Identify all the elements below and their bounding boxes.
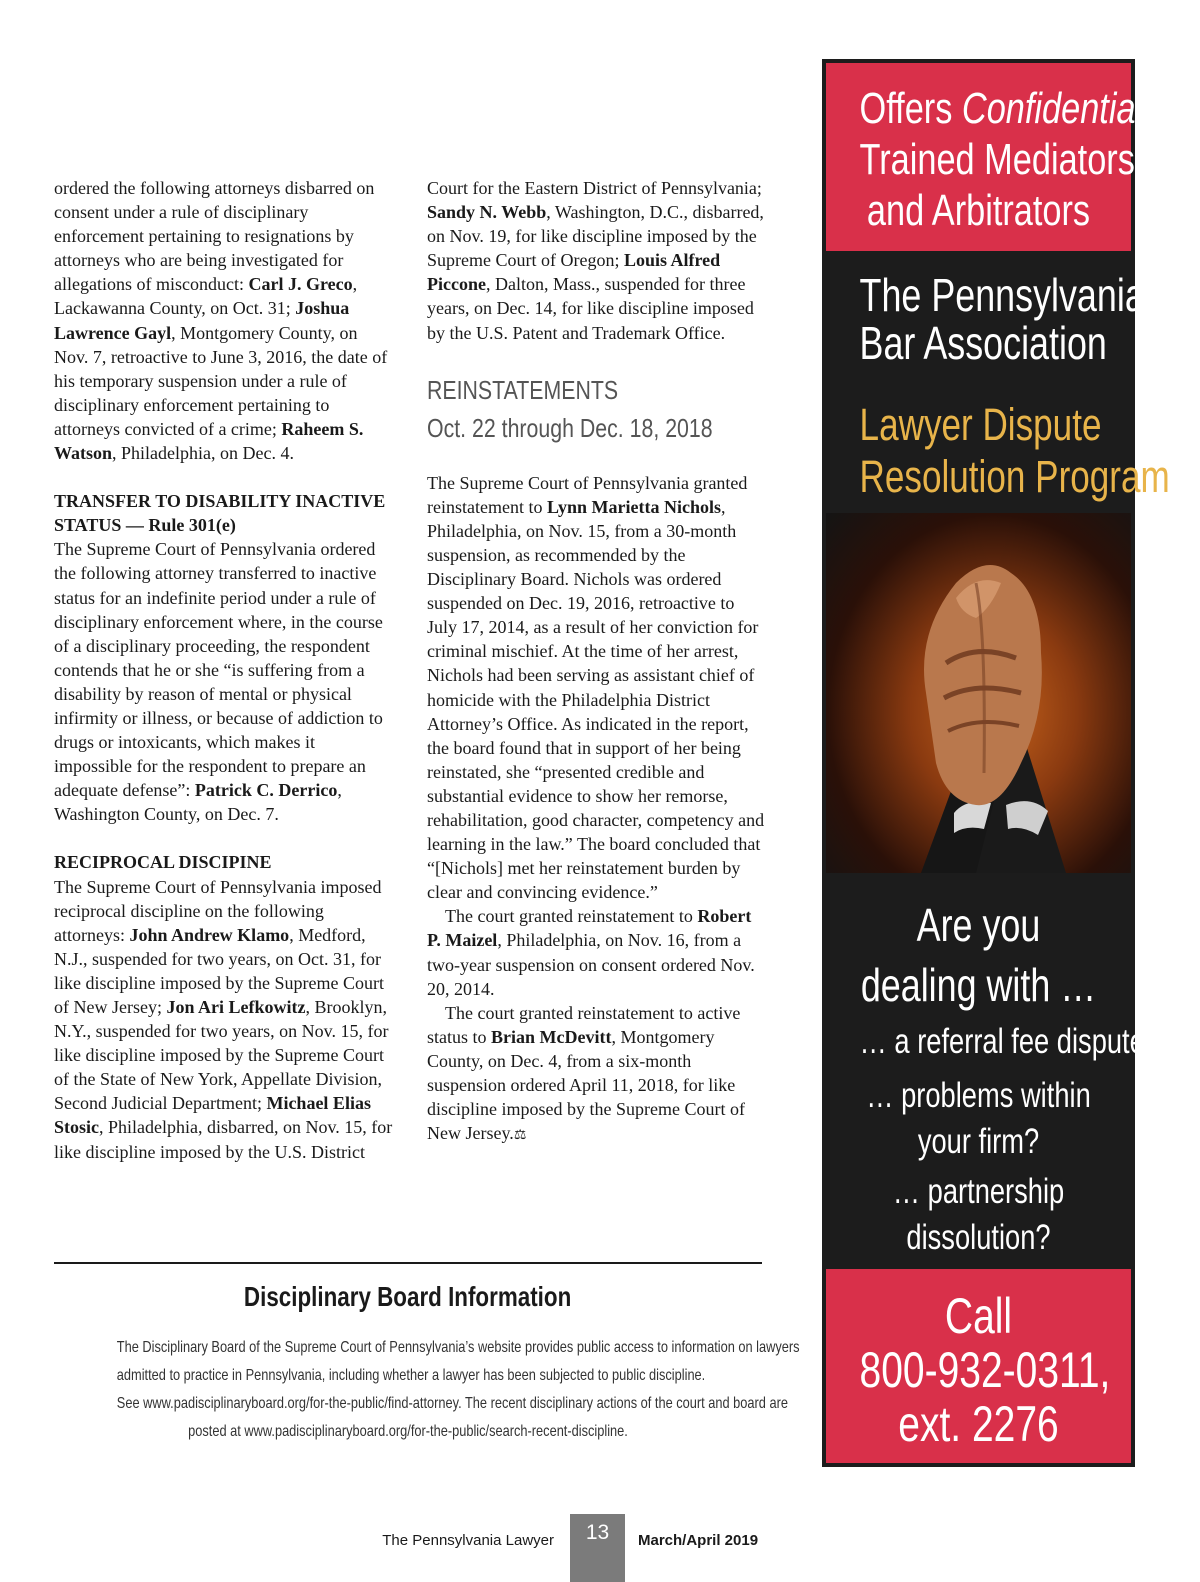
paragraph-reciprocal-continued: Court for the Eastern District of Pennsylvania; Sandy N. Webb, Washington, D.C., disbarred, on Nov. 19, for like discipline imposed by the Supreme Court of Oregon; Louis Alfred Piccone, Dalton, Mass., suspended for three years, on Dec. 14, for like discipline imposed by the U.S. Patent and Trademark Office. [427,178,764,343]
footer-issue-date: March/April 2019 [638,1532,759,1549]
end-of-article-icon: ⚖ [513,1128,527,1144]
advertisement [822,59,1170,1467]
heading-reinstatement-dates: Oct. 22 through Dec. 18, 2018 [427,412,713,443]
board-info-line: The Disciplinary Board of the Supreme Court of Pennsylvania’s website provides public access to information on lawyers [116,1339,800,1356]
attorney-name: Louis Alfred Piccone [427,250,721,295]
heading-reinstatements: REINSTATEMENTS [427,374,619,405]
board-info-divider [54,1262,762,1264]
attorney-name: Lynn Marietta Nichols [546,496,721,517]
attorney-name: Joshua Lawrence Gayl [54,298,350,343]
article-column-2 [427,176,767,1148]
clasped-hands-icon [826,513,1131,873]
ad-top-banner [826,63,1153,251]
attorney-name: Jon Ari Lefkowitz [166,997,306,1017]
footer-publication: The Pennsylvania Lawyer [382,1532,554,1549]
ad-program-name: Lawyer Dispute Resolution Program [859,399,1170,502]
attorney-name: Brian McDevitt [491,1026,612,1047]
board-info-line: See www.padisciplinaryboard.org/for-the-public/find-attorney. The recent disciplinary actions of the court and board are [116,1395,788,1412]
ad-call-banner [826,1269,1131,1463]
paragraph-transfer-disability: The Supreme Court of Pennsylvania ordered the following attorney transferred to inactive status for an indefinite period under a rule of disciplinary enforcement where, in the course of a disciplinary proceeding, the respondent contends that he or she “is suffering from a disability by reason of mental or physical infirmity or illness, or because of addiction to drugs or intoxicants, which makes it impossible for the respondent to prepare an adequate defense”: Patrick C. Derrico, Washington County, on Dec. 7. [54,539,383,825]
board-info-line: admitted to practice in Pennsylvania, including whether a lawyer has been subjected to public discipline. [116,1367,706,1384]
article-column-1 [54,176,394,1164]
ad-call-text: Call 800-932-0311, ext. 2276 [859,1288,1111,1452]
paragraph-reinstatement-mcdevitt: The court granted reinstatement to active status to Brian McDevitt, Montgomery County, on Dec. 4, from a six-month suspension ordered April 11, 2018, for like discipline imposed by the Supreme Court of New Jersey.⚖ [427,1002,745,1144]
attorney-name: Robert P. Maizel [427,906,752,951]
ad-phone-extension: ext. 2276 [898,1396,1059,1452]
paragraph-reinstatement-maizel: The court granted reinstatement to Robert P. Maizel, Philadelphia, on Nov. 16, from a two-year suspension on consent ordered Nov. 20, 2014. [427,906,755,999]
paragraph-reciprocal-discipline: The Supreme Court of Pennsylvania imposed reciprocal discipline on the following attorneys: John Andrew Klamo, Medford, N.J., suspended for two years, on Oct. 31, for like discipline imposed by the Supreme Court of New Jersey; Jon Ari Lefkowitz, Brooklyn, N.Y., suspended for two years, on Nov. 15, for like discipline imposed by the Supreme Court of the State of New York, Appellate Division, Second Judicial Department; Michael Elias Stosic, Philadelphia, disbarred, on Nov. 15, for like discipline imposed by the U.S. District [54,876,393,1162]
ad-question-list [826,1019,1161,1261]
attorney-name: Sandy N. Webb [427,202,547,223]
attorney-name: Carl J. Greco [248,274,353,295]
attorney-name: John Andrew Klamo [129,924,290,945]
heading-transfer-disability: TRANSFER TO DISABILITY INACTIVE STATUS — Rule 301(e) [54,491,386,536]
ad-question-item: … a referral fee dispute? [859,1022,1161,1061]
paragraph-reinstatement-nichols: The Supreme Court of Pennsylvania granted reinstatement to Lynn Marietta Nichols, Philadelphia, on Nov. 15, from a 30-month suspension, as recommended by the Disciplinary Board. Nichols was ordered suspended on Dec. 19, 2016, retroactive to July 17, 2014, as a result of her conviction for criminal mischief. At the time of her arrest, Nichols had been serving as assistant chief of homicide with the Philadelphia District Attorney’s Office. As indicated in the report, the board found that in support of her being reinstated, she “presented credible and substantial evidence to show her remorse, rehabilitation, good character, competency and learning in the law.” The board concluded that “[Nichols] met her reinstatement burden by clear and convincing evidence.” [427,472,765,903]
paragraph-disbarred-on-consent: ordered the following attorneys disbarred on consent under a rule of disciplinary enforcement pertaining to resignations by attorneys who are being investigated for allegations of misconduct: Carl J. Greco, Lackawanna County, on Oct. 31; Joshua Lawrence Gayl, Montgomery County, on Nov. 7, retroactive to June 3, 2016, the date of his temporary suspension under a rule of disciplinary enforcement pertaining to attorneys convicted of a crime; Raheem S. Watson, Philadelphia, on Dec. 4. [54,178,388,464]
ad-question-item: … problems within [866,1076,1091,1115]
page-number: 13 [570,1514,625,1582]
ad-phone-number: 800-932-0311, [859,1342,1111,1398]
board-info-title: Disciplinary Board Information [244,1281,572,1312]
attorney-name: Raheem S. Watson [54,418,364,464]
ad-question-item: dissolution? [906,1218,1051,1257]
ad-organization-name: The Pennsylvania Bar Association [859,269,1145,369]
board-info-line: posted at www.padisciplinaryboard.org/for-the-public/search-recent-discipline. [188,1423,628,1440]
attorney-name: Patrick C. Derrico [194,780,338,801]
ad-question-item: … partnership [892,1172,1065,1211]
board-info-body [44,1334,800,1446]
ad-question-item: your firm? [917,1122,1040,1161]
ad-question-heading: Are you dealing with … [860,899,1097,1011]
ad-offers-heading: Offers Confidential, Trained Mediators and Arbitrators [859,84,1153,235]
heading-reciprocal-discipline: RECIPROCAL DISCIPINE [54,852,272,873]
attorney-name: Michael Elias Stosic [54,1093,371,1138]
clasped-hands-photo [826,513,1131,873]
